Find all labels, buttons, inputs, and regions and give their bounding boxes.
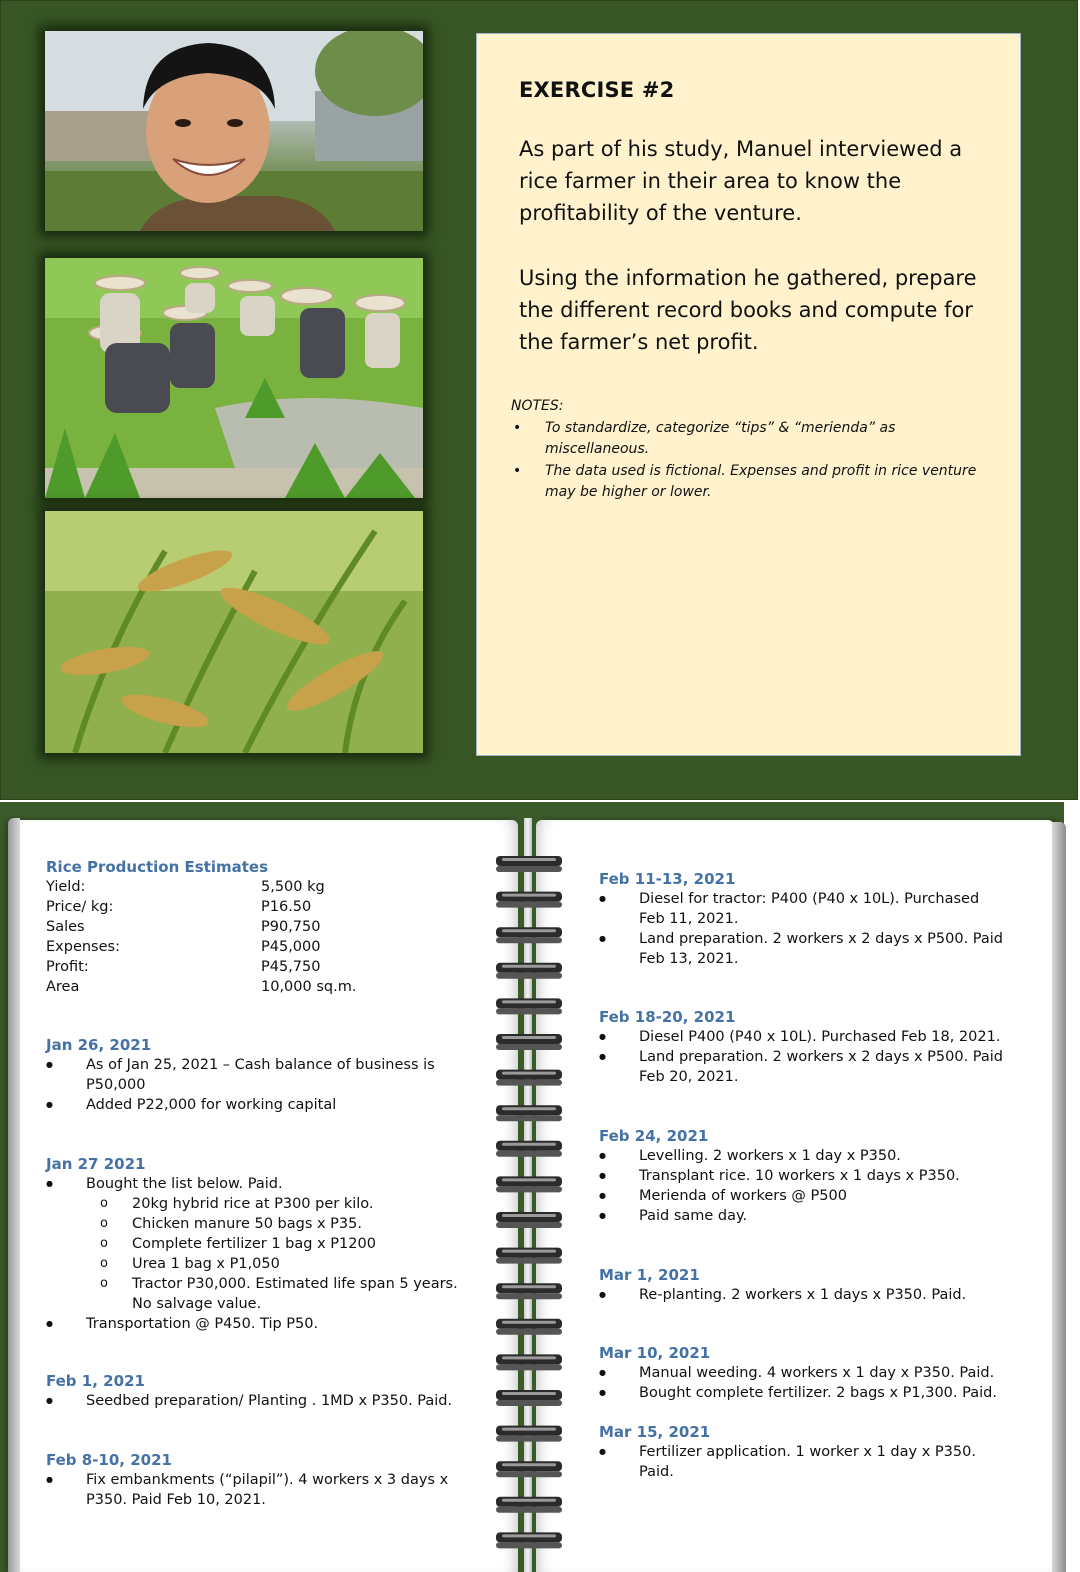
spiral-ring-icon: [496, 998, 562, 1014]
entry-list: [46, 1055, 466, 1115]
estimate-label: Yield:: [46, 879, 86, 895]
entry-item: ● Transplant rice. 10 workers x 1 days x P350.: [599, 1166, 1009, 1186]
spiral-ring-icon: [496, 1141, 562, 1157]
entry-item-text: Bought the list below. Paid.: [86, 1176, 283, 1192]
production-estimates: [46, 857, 466, 997]
estimate-value: 5,500 kg: [261, 879, 325, 895]
entry-date: Feb 1, 2021: [46, 1372, 145, 1390]
entry-item: ● Fix embankments (“pilapil”). 4 workers x 3 days x P350. Paid Feb 10, 2021.: [46, 1470, 451, 1510]
spiral-ring-icon: [496, 1105, 562, 1121]
notes-list: [511, 418, 980, 503]
spiral-ring-icon: [496, 1034, 562, 1050]
journal-entry: [599, 1126, 1009, 1226]
estimate-value: P45,750: [261, 959, 321, 975]
entry-item: ● Re-planting. 2 workers x 1 days x P350. Paid.: [599, 1285, 1009, 1305]
spiral-ring-icon: [496, 892, 562, 908]
journal-entry: [599, 1343, 1009, 1403]
spiral-ring-icon: [496, 963, 562, 979]
entry-list: [599, 1027, 1009, 1087]
sub-item: o Complete fertilizer 1 bag x P1200: [132, 1234, 466, 1254]
entry-item: ● As of Jan 25, 2021 – Cash balance of business is P50,000: [46, 1055, 466, 1095]
estimate-label: Price/ kg:: [46, 899, 114, 915]
entry-list: [599, 889, 1009, 969]
spiral-ring-icon: [496, 1532, 562, 1548]
entry-item: ● Manual weeding. 4 workers x 1 day x P350. Paid.: [599, 1363, 1009, 1383]
spiral-ring-icon: [496, 1248, 562, 1264]
entry-list: [46, 1391, 466, 1411]
estimate-row: [46, 917, 466, 937]
estimate-row: [46, 957, 466, 977]
spiral-ring-icon: [496, 1283, 562, 1299]
spiral-ring-icon: [496, 856, 562, 872]
spiral-ring-icon: [496, 1070, 562, 1086]
entry-date: Feb 11-13, 2021: [599, 870, 736, 888]
rice-planting-image: [45, 258, 423, 498]
entry-item: ● Levelling. 2 workers x 1 day x P350.: [599, 1146, 1009, 1166]
notes-section: [511, 396, 980, 503]
entry-item: [46, 1174, 466, 1314]
journal-entry: [46, 1035, 466, 1115]
entry-item: ● Merienda of workers @ P500: [599, 1186, 1009, 1206]
estimates-title: Rice Production Estimates: [46, 858, 269, 876]
estimate-value: P16.50: [261, 899, 312, 915]
estimate-row: [46, 877, 466, 897]
entry-list: [46, 1470, 451, 1510]
entry-date: Feb 8-10, 2021: [46, 1451, 172, 1469]
smiling-man-image: [45, 31, 423, 231]
journal-entry: [599, 1422, 999, 1482]
estimate-value: P90,750: [261, 919, 321, 935]
estimate-row: [46, 977, 466, 997]
journal-entry: [599, 1265, 1009, 1305]
exercise-paragraph: Using the information he gathered, prepare the different record books and compute for the farmer’s net profit.: [519, 266, 977, 354]
note-item: • To standardize, categorize “tips” & “merienda” as miscellaneous.: [511, 418, 980, 460]
entry-item: ● Diesel for tractor: P400 (P40 x 10L). Purchased Feb 11, 2021.: [599, 889, 1009, 929]
sub-item: o Chicken manure 50 bags x P35.: [132, 1214, 466, 1234]
entry-list: [599, 1285, 1009, 1305]
photo-rice-grain: [45, 511, 423, 753]
entry-list: [599, 1442, 999, 1482]
journal-entry: [46, 1154, 466, 1334]
photo-rice-planting: [45, 258, 423, 498]
entry-item: ● Land preparation. 2 workers x 2 days x P500. Paid Feb 20, 2021.: [599, 1047, 1009, 1087]
entry-date: Feb 24, 2021: [599, 1127, 709, 1145]
notes-label: NOTES:: [511, 398, 564, 414]
entry-item: ● Transportation @ P450. Tip P50.: [46, 1314, 466, 1334]
journal-entry: [46, 1450, 451, 1510]
spiral-ring-icon: [496, 1176, 562, 1192]
entry-item: ● Land preparation. 2 workers x 2 days x P500. Paid Feb 13, 2021.: [599, 929, 1009, 969]
entry-date: Mar 1, 2021: [599, 1266, 700, 1284]
sub-list: [132, 1194, 466, 1314]
journal-entry: [46, 1371, 466, 1411]
sub-item: o Urea 1 bag x P1,050: [132, 1254, 466, 1274]
estimate-row: [46, 897, 466, 917]
spiral-ring-icon: [496, 1497, 562, 1513]
entry-list: [599, 1363, 1009, 1403]
spiral-ring-icon: [496, 1426, 562, 1442]
spiral-ring-icon: [496, 1319, 562, 1335]
rice-grain-image: [45, 511, 423, 753]
entry-list: [599, 1146, 1009, 1226]
sub-item: o Tractor P30,000. Estimated life span 5 years. No salvage value.: [132, 1274, 466, 1314]
entry-date: Mar 10, 2021: [599, 1344, 711, 1362]
estimate-value: 10,000 sq.m.: [261, 979, 357, 995]
estimate-label: Profit:: [46, 959, 89, 975]
spiral-ring-icon: [496, 1354, 562, 1370]
estimate-label: Expenses:: [46, 939, 120, 955]
spiral-ring-icon: [496, 1390, 562, 1406]
entry-item: ● Added P22,000 for working capital: [46, 1095, 466, 1115]
estimate-label: Sales: [46, 919, 85, 935]
entry-list: [46, 1174, 466, 1334]
journal-entry: [599, 869, 1009, 969]
estimate-row: [46, 937, 466, 957]
exercise-title: EXERCISE #2: [519, 78, 675, 102]
spiral-binding-icon: [494, 852, 566, 1562]
estimate-value: P45,000: [261, 939, 321, 955]
spiral-ring-icon: [496, 1212, 562, 1228]
entry-date: Feb 18-20, 2021: [599, 1008, 736, 1026]
entry-date: Jan 27 2021: [46, 1155, 146, 1173]
entry-date: Jan 26, 2021: [46, 1036, 152, 1054]
entry-item: ● Diesel P400 (P40 x 10L). Purchased Feb 18, 2021.: [599, 1027, 1009, 1047]
spiral-ring-icon: [496, 927, 562, 943]
spiral-ring-icon: [496, 1461, 562, 1477]
sub-item: o 20kg hybrid rice at P300 per kilo.: [132, 1194, 466, 1214]
entry-item: ● Paid same day.: [599, 1206, 1009, 1226]
note-item: • The data used is fictional. Expenses and profit in rice venture may be higher or lower.: [511, 461, 980, 503]
entry-item: ● Seedbed preparation/ Planting . 1MD x P350. Paid.: [46, 1391, 466, 1411]
estimate-label: Area: [46, 979, 80, 995]
entry-date: Mar 15, 2021: [599, 1423, 711, 1441]
journal-entry: [599, 1007, 1009, 1087]
entry-item: ● Bought complete fertilizer. 2 bags x P1,300. Paid.: [599, 1383, 1009, 1403]
exercise-card: [476, 33, 1021, 756]
exercise-paragraph: As part of his study, Manuel interviewed a rice farmer in their area to know the profitability of the venture.: [519, 137, 963, 225]
entry-item: ● Fertilizer application. 1 worker x 1 day x P350. Paid.: [599, 1442, 999, 1482]
photo-smiling-man: [45, 31, 423, 231]
